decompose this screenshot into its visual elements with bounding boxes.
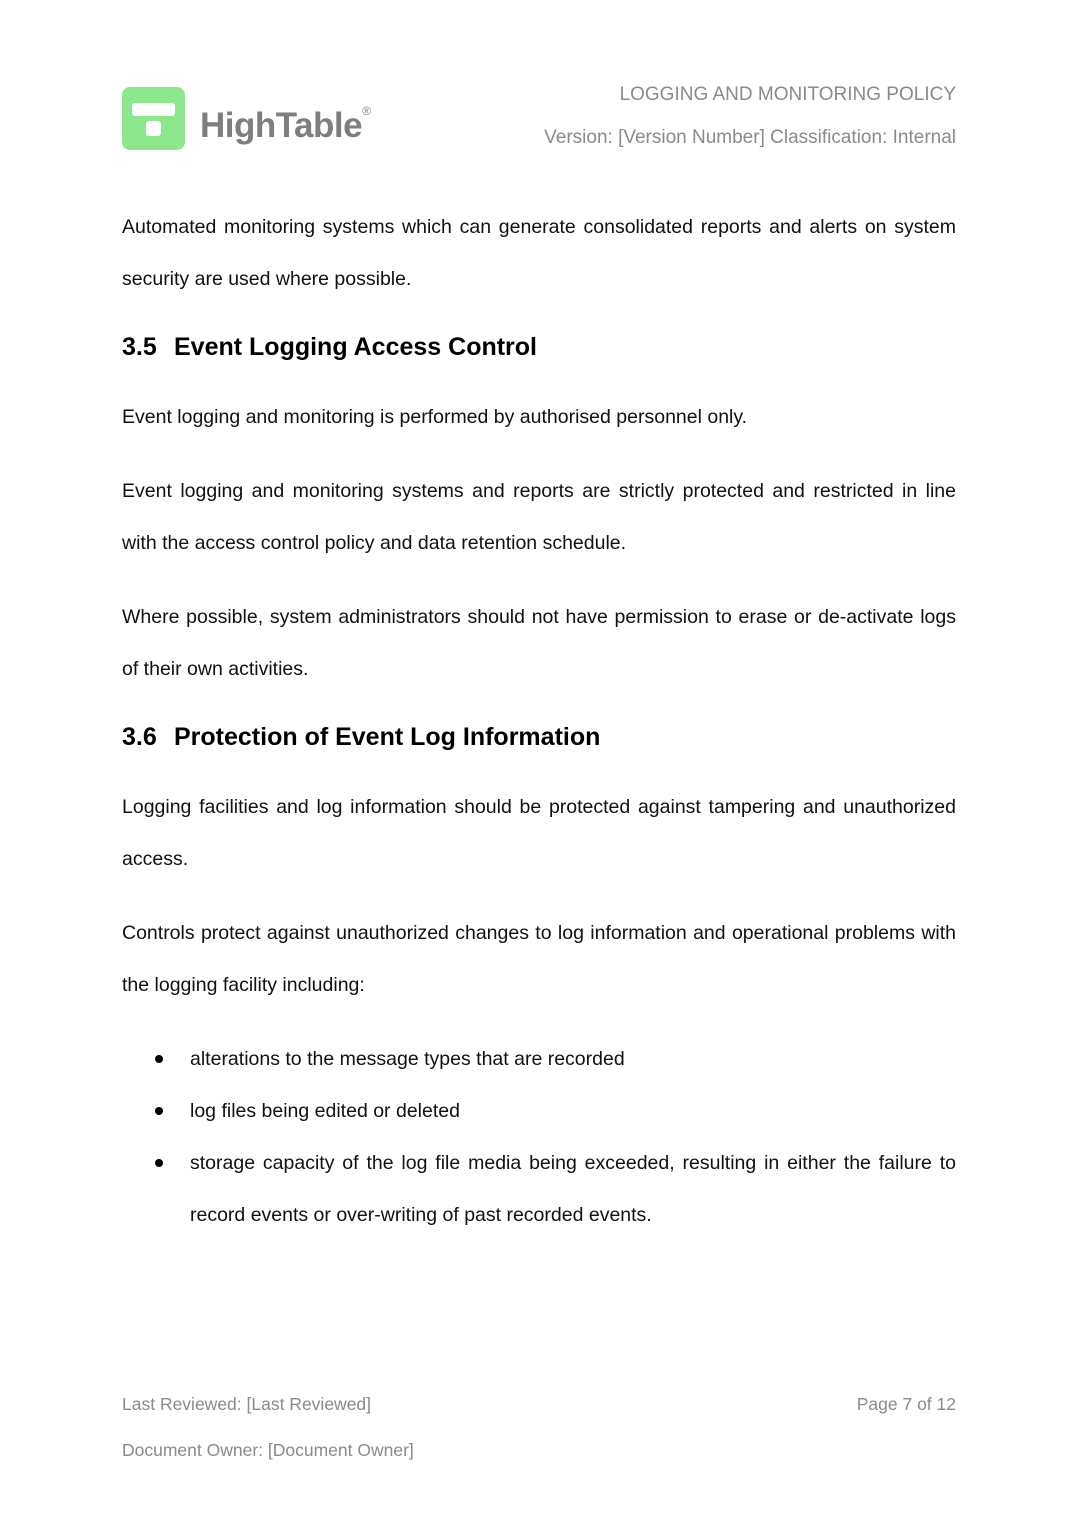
registered-trademark-icon: ®	[362, 104, 371, 118]
paragraph: Controls protect against unauthorized changes to log information and operational problems with the logging facility including:	[122, 922, 956, 996]
heading-title: Event Logging Access Control	[174, 333, 538, 361]
intro-paragraph: Automated monitoring systems which can generate consolidated reports and alerts on system security are used where possible.	[122, 216, 956, 290]
paragraph: Logging facilities and log information should be protected against tampering and unauthorized access.	[122, 796, 956, 870]
logo-bar-shape	[132, 103, 175, 116]
heading-number: 3.6	[122, 723, 157, 751]
paragraph: Event logging and monitoring is performed by authorised personnel only.	[122, 406, 748, 428]
hightable-logo-icon	[122, 87, 185, 150]
page-footer	[122, 1394, 956, 1460]
list-item: alterations to the message types that are recorded	[190, 1033, 956, 1085]
list-item: storage capacity of the log file media being exceeded, resulting in either the failure to record events or over-writing of past recorded events.	[190, 1137, 956, 1241]
brand-name-text: HighTable	[200, 106, 363, 145]
brand-name	[200, 80, 370, 157]
last-reviewed: Last Reviewed: [Last Reviewed]	[122, 1394, 372, 1414]
page-number: Page 7 of 12	[856, 1394, 956, 1414]
paragraph: Where possible, system administrators should not have permission to erase or de-activate logs of their own activities.	[122, 606, 956, 680]
list-item: log files being edited or deleted	[190, 1085, 956, 1137]
document-body	[122, 201, 956, 1241]
page-header	[122, 0, 956, 157]
bullet-list	[122, 1033, 956, 1241]
section-heading-3-5	[122, 331, 956, 363]
version-classification: Version: [Version Number] Classification: Internal	[544, 127, 956, 148]
document-owner: Document Owner: [Document Owner]	[122, 1440, 414, 1460]
paragraph: Event logging and monitoring systems and reports are strictly protected and restricted in line with the access control policy and data retention schedule.	[122, 480, 956, 554]
section-heading-3-6	[122, 721, 956, 753]
logo-square-shape	[146, 121, 161, 136]
brand-logo	[122, 80, 370, 157]
document-title: LOGGING AND MONITORING POLICY	[619, 84, 956, 105]
header-meta	[544, 80, 956, 149]
heading-title: Protection of Event Log Information	[174, 723, 601, 751]
heading-number: 3.5	[122, 333, 157, 361]
